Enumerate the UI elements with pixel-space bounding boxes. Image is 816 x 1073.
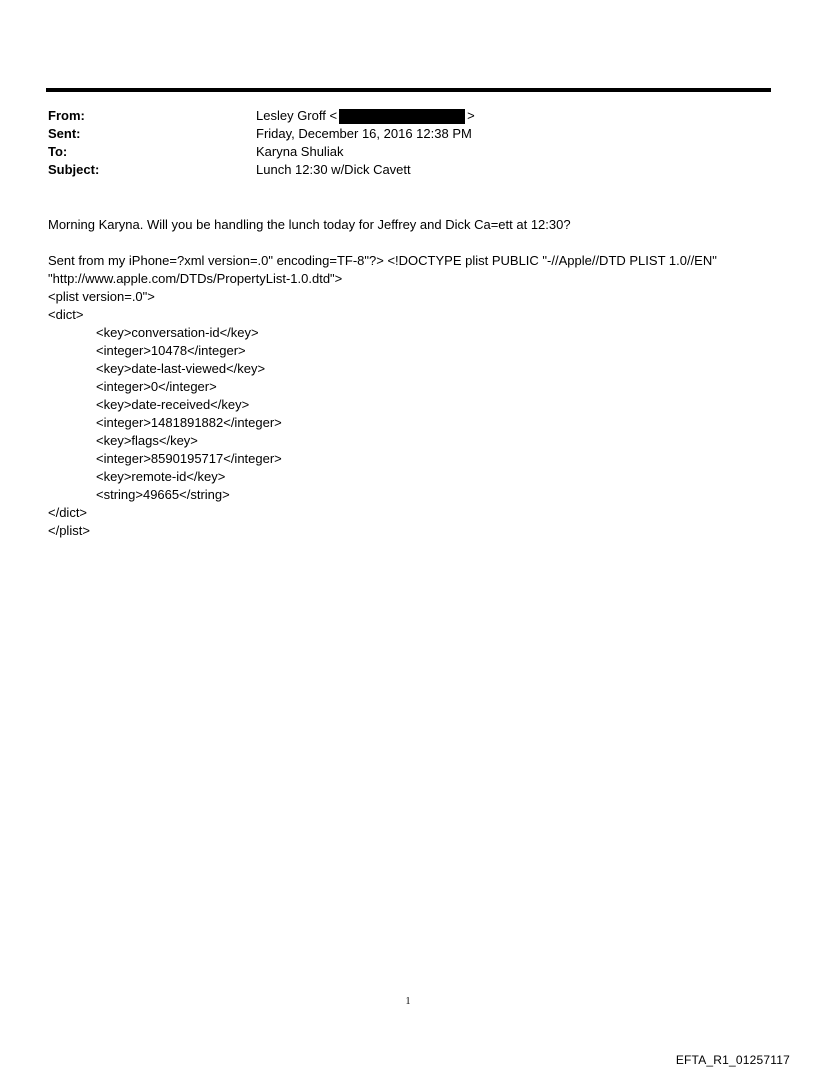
to-row bbox=[48, 143, 768, 161]
from-value bbox=[256, 107, 475, 125]
dtd-url-line: "http://www.apple.com/DTDs/PropertyList-1.0.dtd"> bbox=[48, 271, 343, 286]
subject-label: Subject: bbox=[48, 162, 100, 177]
subject-value: Lunch 12:30 w/Dick Cavett bbox=[256, 162, 411, 177]
dict-line: <integer>10478</integer> bbox=[96, 343, 246, 358]
sent-label: Sent: bbox=[48, 126, 81, 141]
dict-line: <key>conversation-id</key> bbox=[96, 325, 259, 340]
from-close-bracket: > bbox=[467, 108, 475, 123]
to-value: Karyna Shuliak bbox=[256, 144, 344, 159]
greeting-text: Morning Karyna. Will you be handling the lunch today for Jeffrey and Dick Ca=ett at 12:30? bbox=[48, 217, 571, 232]
to-label: To: bbox=[48, 144, 68, 159]
plist-open-tag: <plist version=.0"> bbox=[48, 289, 155, 304]
dict-line: <integer>0</integer> bbox=[96, 379, 217, 394]
dict-line: <key>date-received</key> bbox=[96, 397, 250, 412]
plist-close-tag: </plist> bbox=[48, 523, 90, 538]
dict-line: <key>flags</key> bbox=[96, 433, 198, 448]
email-body bbox=[48, 216, 768, 540]
sent-value: Friday, December 16, 2016 12:38 PM bbox=[256, 126, 472, 141]
dict-line: <string>49665</string> bbox=[96, 487, 230, 502]
paragraph-gap bbox=[48, 234, 768, 252]
subject-row bbox=[48, 161, 768, 179]
from-name: Lesley Groff < bbox=[256, 108, 338, 123]
page-number: 1 bbox=[405, 996, 411, 1007]
from-label: From: bbox=[48, 108, 85, 123]
redacted-email-block bbox=[339, 109, 465, 124]
dict-open-tag: <dict> bbox=[48, 307, 84, 322]
dict-close-tag: </dict> bbox=[48, 505, 88, 520]
sent-row bbox=[48, 125, 768, 143]
email-header bbox=[48, 107, 768, 179]
dict-line: <key>date-last-viewed</key> bbox=[96, 361, 266, 376]
from-row bbox=[48, 107, 768, 125]
document-id: EFTA_R1_01257117 bbox=[675, 1053, 790, 1067]
sent-from-line: Sent from my iPhone=?xml version=.0" encoding=TF-8"?> <!DOCTYPE plist PUBLIC "-//Apple//DTD PLIST 1.0//EN" bbox=[48, 253, 717, 268]
header-divider bbox=[46, 88, 771, 92]
dict-line: <key>remote-id</key> bbox=[96, 469, 226, 484]
dict-line: <integer>1481891882</integer> bbox=[96, 415, 282, 430]
dict-line: <integer>8590195717</integer> bbox=[96, 451, 282, 466]
